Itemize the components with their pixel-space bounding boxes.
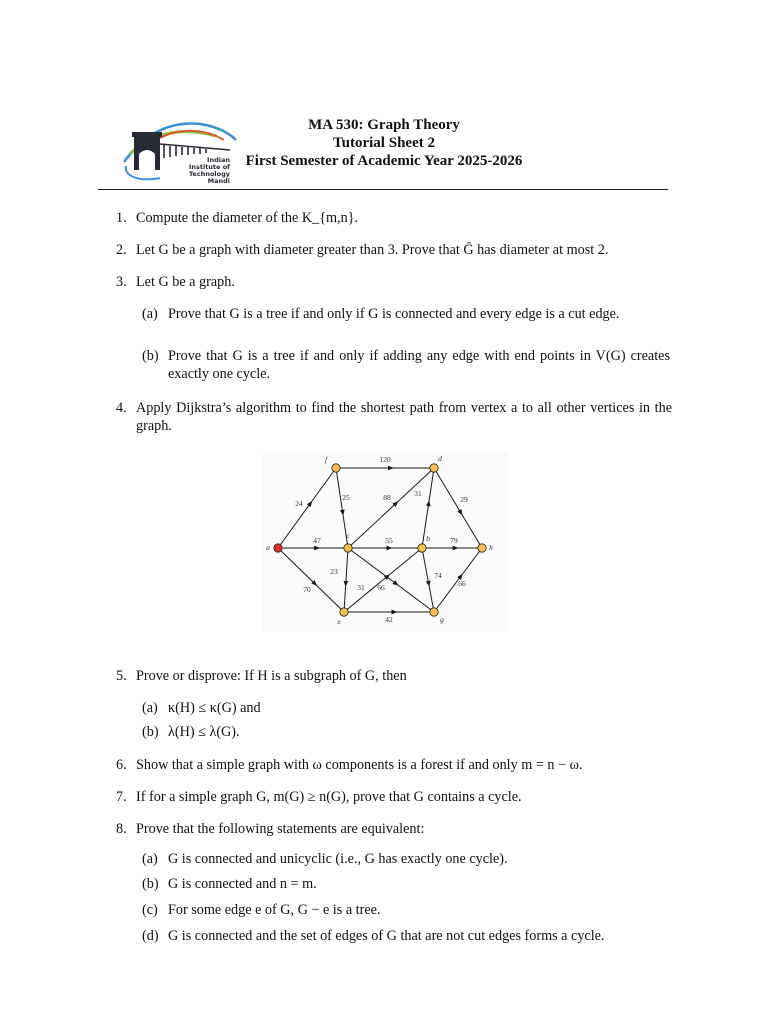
question-number: 7. xyxy=(116,789,127,805)
sub-label: (b) xyxy=(142,876,159,892)
edge-weight-g-h: 66 xyxy=(458,579,466,588)
header-title-block xyxy=(98,116,670,170)
course-title: MA 530: Graph Theory xyxy=(308,117,460,133)
sub-label: (a) xyxy=(142,700,158,716)
question-text: Show that a simple graph with ω components is a forest if and only m = n − ω. xyxy=(136,757,583,773)
edge-weight-e-g: 42 xyxy=(385,615,393,624)
sub-label: (c) xyxy=(142,902,158,918)
question-text: Let G be a graph. xyxy=(136,274,235,290)
edge-weight-a-c: 47 xyxy=(313,536,321,545)
question-number: 5. xyxy=(116,668,127,684)
sub-text: G is connected and the set of edges of G that are not cut edges forms a cycle. xyxy=(168,928,605,944)
document-header xyxy=(98,104,670,190)
sub-text: G is connected and unicyclic (i.e., G has exactly one cycle). xyxy=(168,851,508,867)
sub-label: (a) xyxy=(142,851,158,867)
sub-label: (d) xyxy=(142,928,159,944)
sub-label: (b) xyxy=(142,724,159,740)
edge-weight-b-d: 31 xyxy=(414,489,422,498)
vertex-label-e: e xyxy=(337,617,341,626)
edge-weight-f-d: 120 xyxy=(379,455,391,464)
vertex-f xyxy=(332,464,340,472)
edge-weight-d-h: 29 xyxy=(460,495,468,504)
vertex-label-g: g xyxy=(440,615,444,624)
vertex-label-b: b xyxy=(426,534,430,543)
vertex-e xyxy=(340,608,348,616)
vertex-label-d: d xyxy=(438,454,442,463)
edge-weight-c-g: 31 xyxy=(357,583,365,592)
vertex-label-f: f xyxy=(324,455,328,464)
logo-word-3: Technology xyxy=(188,170,230,178)
sub-label: (a) xyxy=(142,306,158,322)
question-number: 2. xyxy=(116,242,127,258)
question-text: If for a simple graph G, m(G) ≥ n(G), prove that G contains a cycle. xyxy=(136,789,522,805)
question-text: Let G be a graph with diameter greater than 3. Prove that Ḡ has diameter at most 2. xyxy=(136,242,609,258)
sub-text: Prove that G is a tree if and only if adding any edge with end points in V(G) creates exactly one cycle. xyxy=(168,348,670,382)
vertex-a xyxy=(274,544,282,552)
question-text: Prove or disprove: If H is a subgraph of G, then xyxy=(136,668,407,684)
question-text: Prove that the following statements are equivalent: xyxy=(136,821,425,837)
edge-weight-a-f: 24 xyxy=(295,499,303,508)
edge-weight-a-e: 70 xyxy=(303,585,311,594)
question-number: 6. xyxy=(116,757,127,773)
vertex-c xyxy=(344,544,352,552)
vertex-label-c: c xyxy=(346,531,350,540)
question-number: 3. xyxy=(116,274,127,290)
question-text: Apply Dijkstra’s algorithm to find the shortest path from vertex a to all other vertices in the graph. xyxy=(136,400,672,434)
header-divider xyxy=(98,189,668,190)
question-number: 8. xyxy=(116,821,127,837)
edge-weight-f-c: 25 xyxy=(342,493,350,502)
logo-word-2: Institute of xyxy=(188,163,230,171)
vertex-label-h: h xyxy=(489,543,493,552)
vertex-g xyxy=(430,608,438,616)
question-number: 1. xyxy=(116,210,127,226)
question-number: 4. xyxy=(116,400,127,416)
edge-weight-b-g: 74 xyxy=(434,571,442,580)
sub-text: Prove that G is a tree if and only if G is connected and every edge is a cut edge. xyxy=(168,306,620,322)
vertex-b xyxy=(418,544,426,552)
sheet-title: Tutorial Sheet 2 xyxy=(333,135,435,151)
edge-weight-c-e: 23 xyxy=(330,567,338,576)
vertex-label-a: a xyxy=(266,543,270,552)
vertex-d xyxy=(430,464,438,472)
sub-text: G is connected and n = m. xyxy=(168,876,317,892)
edge-weight-e-b: 66 xyxy=(377,583,385,592)
sub-text: κ(H) ≤ κ(G) and xyxy=(168,700,261,716)
graph-figure xyxy=(262,452,508,632)
logo-word-4: Mandi xyxy=(207,177,230,185)
edge-weight-c-d: 88 xyxy=(383,493,391,502)
edge-weight-c-b: 55 xyxy=(385,536,393,545)
semester-line: First Semester of Academic Year 2025-2026 xyxy=(245,153,523,169)
vertex-h xyxy=(478,544,486,552)
edge-weight-b-h: 79 xyxy=(450,536,458,545)
sub-text: For some edge e of G, G − e is a tree. xyxy=(168,902,381,918)
question-text: Compute the diameter of the K_{m,n}. xyxy=(136,210,359,226)
logo-word-1: Indian xyxy=(207,156,230,164)
sub-label: (b) xyxy=(142,348,159,364)
sub-text: λ(H) ≤ λ(G). xyxy=(168,724,240,740)
